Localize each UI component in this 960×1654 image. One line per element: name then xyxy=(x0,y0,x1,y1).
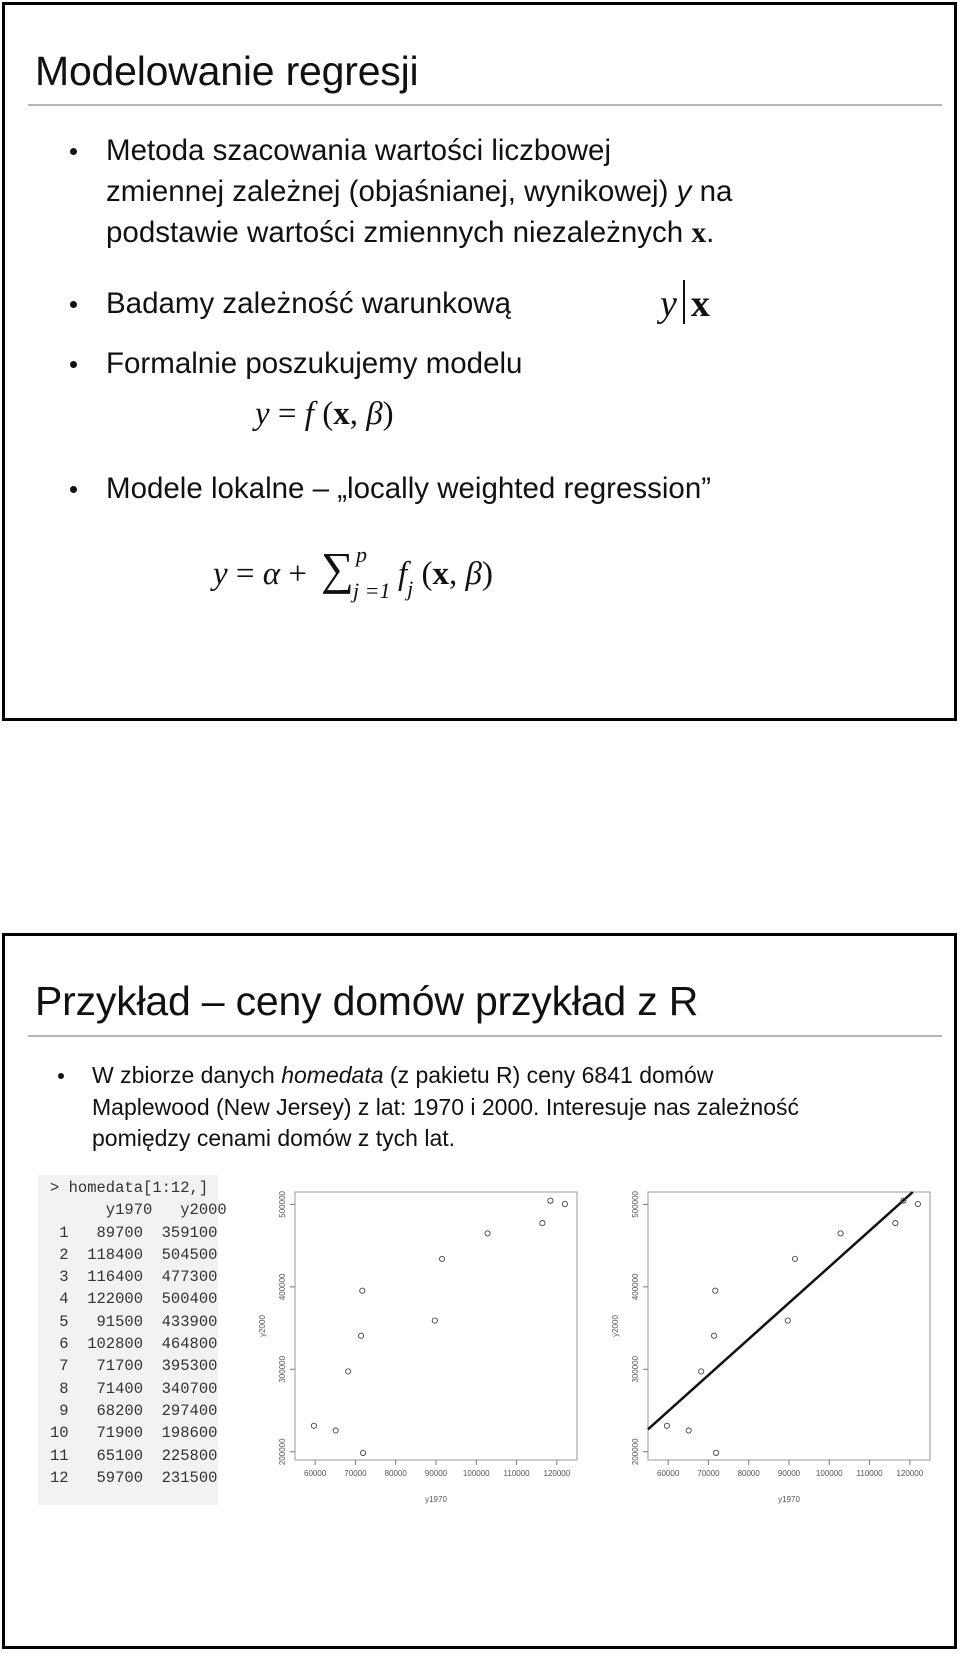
data-point xyxy=(562,1201,567,1206)
x-tick-label: 120000 xyxy=(896,1469,924,1478)
r-console-output xyxy=(38,1175,227,1505)
console-row: 8 71400 340700 xyxy=(50,1379,218,1398)
console-header: y1970 y2000 xyxy=(50,1201,227,1220)
data-point xyxy=(699,1369,704,1374)
plot-frame xyxy=(648,1192,930,1460)
console-command: > homedata[1:12,] xyxy=(50,1179,209,1197)
y-tick-label: 500000 xyxy=(278,1191,287,1218)
data-point xyxy=(333,1428,338,1433)
x-tick-label: 90000 xyxy=(424,1469,448,1478)
data-point xyxy=(893,1220,898,1225)
sum-symbol: ∑ xyxy=(321,543,354,594)
scatter-plot-regression-svg xyxy=(608,1180,938,1525)
slide2-title-rule xyxy=(28,1035,942,1037)
bullet-dot xyxy=(70,361,77,368)
y-tick-label: 500000 xyxy=(631,1191,640,1218)
x-tick-label: 80000 xyxy=(737,1469,760,1478)
x-tick-label: 100000 xyxy=(815,1469,843,1478)
data-point xyxy=(785,1318,790,1323)
x-tick-label: 100000 xyxy=(462,1469,490,1478)
bullet-local-models-text: Modele lokalne – „locally weighted regression” xyxy=(106,472,712,505)
data-point xyxy=(713,1450,718,1455)
slide1-title: Modelowanie regresji xyxy=(35,48,419,94)
data-point xyxy=(711,1333,716,1338)
data-point xyxy=(432,1318,437,1323)
dataset-name: homedata xyxy=(281,1062,384,1088)
x-tick-label: 70000 xyxy=(697,1469,720,1478)
x-axis-label: y1970 xyxy=(425,1495,447,1504)
data-point xyxy=(838,1231,843,1236)
x-tick-label: 110000 xyxy=(856,1469,883,1478)
console-row: 3 116400 477300 xyxy=(50,1268,218,1287)
x-tick-label: 80000 xyxy=(384,1469,407,1478)
console-row: 10 71900 198600 xyxy=(50,1424,218,1443)
y-tick-label: 400000 xyxy=(278,1273,287,1301)
conditional-notation: y x xyxy=(660,280,710,326)
var-x: x xyxy=(691,217,707,249)
x-tick-label: 70000 xyxy=(344,1469,367,1478)
bullet-dot xyxy=(70,301,77,308)
bullet-conditional-text: Badamy zależność warunkową xyxy=(106,287,512,320)
data-point xyxy=(548,1198,553,1203)
console-row: 11 65100 225800 xyxy=(50,1446,218,1465)
console-row: 6 102800 464800 xyxy=(50,1335,218,1354)
slide1-title-rule xyxy=(28,104,942,106)
bullet-homedata-line1: W zbiorze danych homedata (z pakietu R) ceny 6841 domów xyxy=(92,1062,714,1088)
bullet-method-line2: zmiennej zależnej (objaśnianej, wynikowej) y na xyxy=(106,175,733,208)
data-point xyxy=(439,1256,444,1261)
data-point xyxy=(686,1428,691,1433)
console-row: 5 91500 433900 xyxy=(50,1312,218,1331)
console-row: 4 122000 500400 xyxy=(50,1290,218,1309)
y-tick-label: 200000 xyxy=(631,1438,640,1466)
data-point xyxy=(792,1256,797,1261)
y-tick-label: 300000 xyxy=(631,1355,640,1383)
var-y: y xyxy=(676,175,692,208)
y-axis-label: y2000 xyxy=(258,1315,267,1337)
slide2-title: Przykład – ceny domów przykład z R xyxy=(35,978,699,1024)
bullet-dot xyxy=(58,1073,64,1079)
y-tick-label: 200000 xyxy=(278,1438,287,1466)
bullet-dot xyxy=(70,148,77,155)
console-row: 1 89700 359100 xyxy=(50,1223,218,1242)
data-point xyxy=(485,1231,490,1236)
data-point xyxy=(713,1288,718,1293)
plot-frame xyxy=(295,1192,577,1460)
data-point xyxy=(360,1450,365,1455)
regression-line xyxy=(648,1192,913,1429)
data-point xyxy=(311,1423,316,1428)
bullet-formal-text: Formalnie poszukujemy modelu xyxy=(106,347,523,380)
scatter-plot-raw-svg xyxy=(255,1180,585,1525)
data-point xyxy=(540,1220,545,1225)
bullet-method-line1: Metoda szacowania wartości liczbowej xyxy=(106,134,612,167)
formula-model: y = f (x, β) xyxy=(255,396,394,432)
console-row: 7 71700 395300 xyxy=(50,1357,218,1376)
data-point xyxy=(346,1369,351,1374)
bullet-homedata-line2: Maplewood (New Jersey) z lat: 1970 i 2000. Interesuje nas zależność xyxy=(92,1093,799,1120)
scatter-plot-regression xyxy=(608,1180,938,1525)
scatter-plot-raw xyxy=(255,1180,585,1525)
console-row: 9 68200 297400 xyxy=(50,1401,218,1420)
data-point xyxy=(915,1201,920,1206)
y-tick-label: 300000 xyxy=(278,1355,287,1383)
conditional-bar xyxy=(683,280,685,324)
x-tick-label: 110000 xyxy=(503,1469,530,1478)
bullet-method-line3: podstawie wartości zmiennych niezależnych x. xyxy=(106,216,715,249)
bullet-dot xyxy=(70,486,77,493)
x-tick-label: 90000 xyxy=(777,1469,801,1478)
sum-lower: j =1 xyxy=(353,578,391,603)
sum-upper: p xyxy=(356,542,367,567)
data-point xyxy=(360,1288,365,1293)
bullet-homedata-line3: pomiędzy cenami domów z tych lat. xyxy=(92,1125,456,1151)
x-axis-label: y1970 xyxy=(778,1495,800,1504)
x-tick-label: 120000 xyxy=(543,1469,571,1478)
data-point xyxy=(358,1333,363,1338)
x-tick-label: 60000 xyxy=(657,1469,680,1478)
data-point xyxy=(664,1423,669,1428)
console-row: 2 118400 504500 xyxy=(50,1245,218,1264)
x-tick-label: 60000 xyxy=(304,1469,327,1478)
y-axis-label: y2000 xyxy=(611,1315,620,1337)
y-tick-label: 400000 xyxy=(631,1273,640,1301)
console-row: 12 59700 231500 xyxy=(50,1468,218,1487)
formula-additive: y = α + ∑ p j =1 $f_j$ (x, β) xyxy=(213,542,493,603)
